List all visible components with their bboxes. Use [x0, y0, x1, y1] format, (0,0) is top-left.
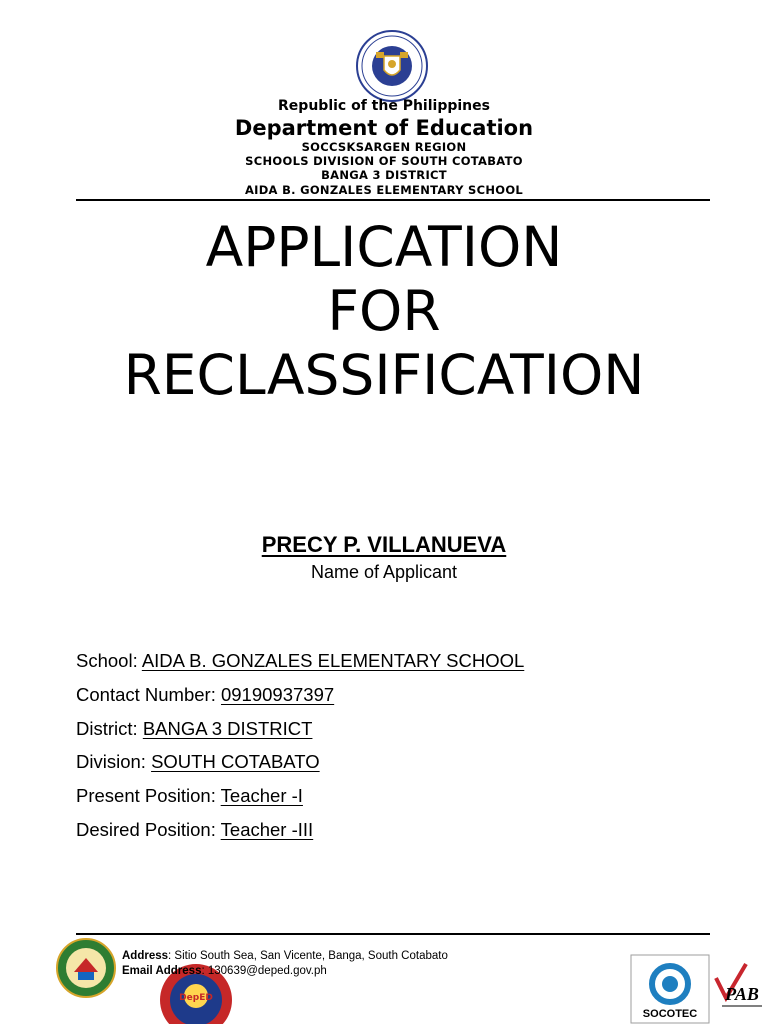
field-contact — [76, 684, 334, 706]
field-district-label: District: — [76, 718, 143, 739]
footer-email-value: : 130639@deped.gov.ph — [201, 965, 327, 977]
field-present-position — [76, 785, 303, 807]
field-school-value: AIDA B. GONZALES ELEMENTARY SCHOOL — [141, 650, 525, 671]
footer-address-label: Address — [122, 950, 169, 962]
field-division-label: Division: — [76, 751, 152, 772]
header-district: BANGA 3 DISTRICT — [321, 168, 447, 182]
header-department: Department of Education — [234, 116, 534, 140]
footer-address-value: : Sitio South Sea, San Vicente, Banga, South Cotabato — [168, 950, 448, 962]
footer-email-label: Email Address — [122, 965, 202, 977]
socotec-logo — [630, 954, 710, 1024]
title-line-1: APPLICATION — [205, 215, 563, 279]
field-school-label: School: — [76, 650, 142, 671]
field-present-position-value: Teacher -I — [220, 785, 303, 806]
applicant-caption: Name of Applicant — [310, 562, 458, 582]
pab-label: PAB — [725, 984, 759, 1004]
field-district — [76, 718, 312, 740]
deped-seal-logo — [356, 30, 428, 102]
field-district-value: BANGA 3 DISTRICT — [142, 718, 313, 739]
field-contact-label: Contact Number: — [76, 684, 221, 705]
header-divider — [76, 199, 710, 201]
header-school: AIDA B. GONZALES ELEMENTARY SCHOOL — [244, 183, 524, 197]
field-division — [76, 751, 320, 773]
field-desired-position — [76, 819, 313, 841]
applicant-name: PRECY P. VILLANUEVA — [261, 532, 507, 557]
field-school — [76, 650, 524, 672]
field-contact-value: 09190937397 — [220, 684, 335, 705]
field-present-position-label: Present Position: — [76, 785, 221, 806]
header-division-office: SCHOOLS DIVISION OF SOUTH COTABATO — [245, 154, 523, 168]
field-desired-position-value: Teacher -III — [220, 819, 314, 840]
header-region: SOCCSKSARGEN REGION — [301, 140, 467, 154]
footer-address — [122, 950, 448, 962]
header-republic: Republic of the Philippines — [278, 98, 490, 114]
footer-divider — [76, 933, 710, 935]
field-desired-position-label: Desired Position: — [76, 819, 221, 840]
socotec-label: SOCOTEC — [642, 1008, 698, 1020]
footer-email — [122, 965, 327, 977]
pab-logo — [712, 958, 768, 1018]
field-division-value: SOUTH COTABATO — [151, 751, 320, 772]
title-line-3: RECLASSIFICATION — [123, 343, 645, 407]
title-line-2: FOR — [327, 279, 441, 343]
svg-text:DepED: DepED — [179, 993, 213, 1003]
school-logo — [56, 938, 116, 998]
